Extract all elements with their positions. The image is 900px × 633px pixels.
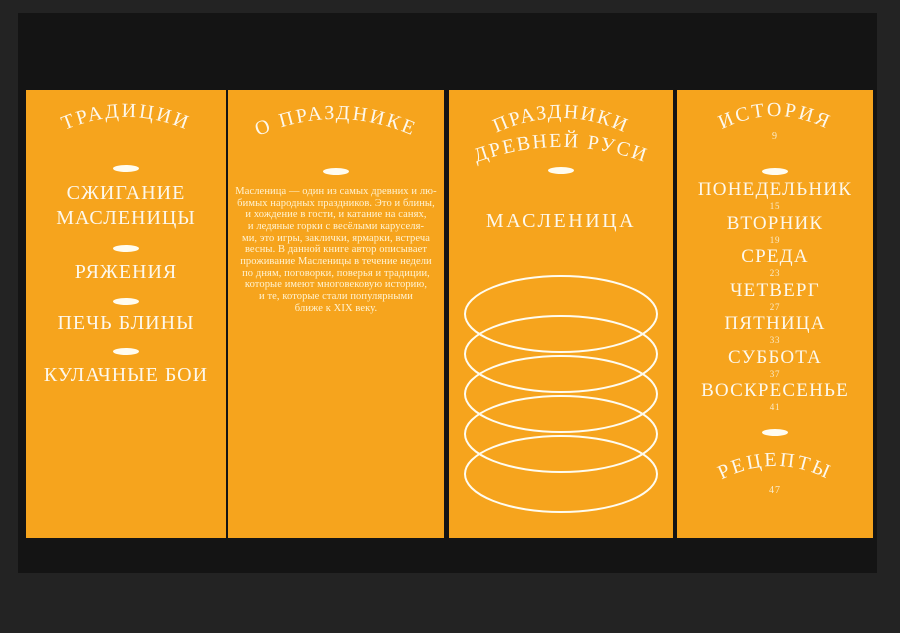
svg-text:О ПРАЗДНИКЕ [252,102,421,141]
tradition-item: СЖИГАНИЕ МАСЛЕНИЦЫ [56,182,196,229]
pancake-ellipse [465,316,657,392]
about-paragraph [233,186,439,314]
about-paragraph-line: весны. В данной книге автор описывает [244,244,428,256]
history-day-page-number: 33 [769,335,781,345]
about-title: О ПРАЗДНИКЕ [251,101,421,141]
panel-traditions [26,90,226,538]
history-day-page-number: 27 [769,301,781,312]
history-day-page-number: 23 [769,268,781,278]
divider-ornament [548,167,574,174]
history-day-page-number: 41 [769,402,781,412]
history-title-page-number: 9 [772,131,778,142]
history-days-list [677,180,873,415]
divider-ornament [762,429,788,436]
tradition-item: РЯЖЕНИЯ [74,261,178,283]
tradition-item: КУЛАЧНЫЕ БОИ [43,364,209,386]
about-paragraph-line: ближе к XIX веку. [294,302,378,314]
about-paragraph-line: бимых народных праздников. Это и блины, [237,197,435,209]
svg-text:ТРАДИЦИИ [58,100,193,135]
history-title: ИСТОРИЯ [715,98,836,134]
panel-history [677,90,873,538]
history-day-page-number: 15 [769,201,781,211]
about-paragraph-line: и те, которые стали популярными [259,290,413,302]
history-day-label: СРЕДА [741,246,809,267]
cover-title-line-2: ДРЕВНЕЙ РУСИ [470,129,652,168]
divider-ornament [113,165,139,172]
recipes-title: РЕЦЕПТЫ [714,448,836,485]
divider-ornament [113,298,139,305]
pancake-stack-illustration [449,276,673,512]
panel-about [228,90,444,538]
history-day-label: ПОНЕДЕЛЬНИК [697,179,853,200]
about-paragraph-line: и хождение в гости, и катание на санях, [245,209,427,221]
about-paragraph-line: по дням, поговорки, поверья и традиции, [242,267,430,279]
history-day-label: ПЯТНИЦА [724,313,826,334]
history-day-label: СУББОТА [727,346,823,368]
divider-ornament [113,245,139,252]
history-day-label: ВОСКРЕСЕНЬЕ [701,380,849,401]
history-day-page-number: 37 [769,368,781,379]
about-paragraph-line: проживание Масленицы в течение недели [240,255,432,267]
divider-ornament [762,168,788,175]
panel-cover [449,90,673,538]
about-paragraph-line: и ледяные горки с весёлыми каруселя- [247,220,425,232]
pancake-ellipse [465,396,657,472]
divider-ornament [113,348,139,355]
recipes-page-number: 47 [769,485,781,496]
pancake-ellipse [465,436,657,512]
divider-ornament [323,168,349,175]
about-paragraph-line: которые имеют многовековую историю, [244,279,428,291]
history-day-label: ЧЕТВЕРГ [730,279,820,301]
about-paragraph-line: Масленица — один из самых древних и лю- [235,186,437,197]
history-day-page-number: 19 [769,234,781,245]
traditions-title: ТРАДИЦИИ [58,99,194,135]
pancake-ellipse [465,276,657,352]
svg-text:РЕЦЕПТЫ [714,449,835,484]
history-day-label: ВТОРНИК [726,212,824,234]
cover-title-line-1: ПРАЗДНИКИ [489,100,633,138]
cover-subtitle: МАСЛЕНИЦА [485,210,637,232]
about-arched-title-graphic [228,98,444,156]
about-paragraph-line: ми, это игры, заклички, ярмарки, встреча [241,232,431,244]
pancake-ellipse [465,356,657,432]
tradition-item: ПЕЧЬ БЛИНЫ [57,312,195,334]
traditions-arched-title-graphic [26,98,226,153]
svg-text:ИСТОРИЯ [715,99,835,134]
